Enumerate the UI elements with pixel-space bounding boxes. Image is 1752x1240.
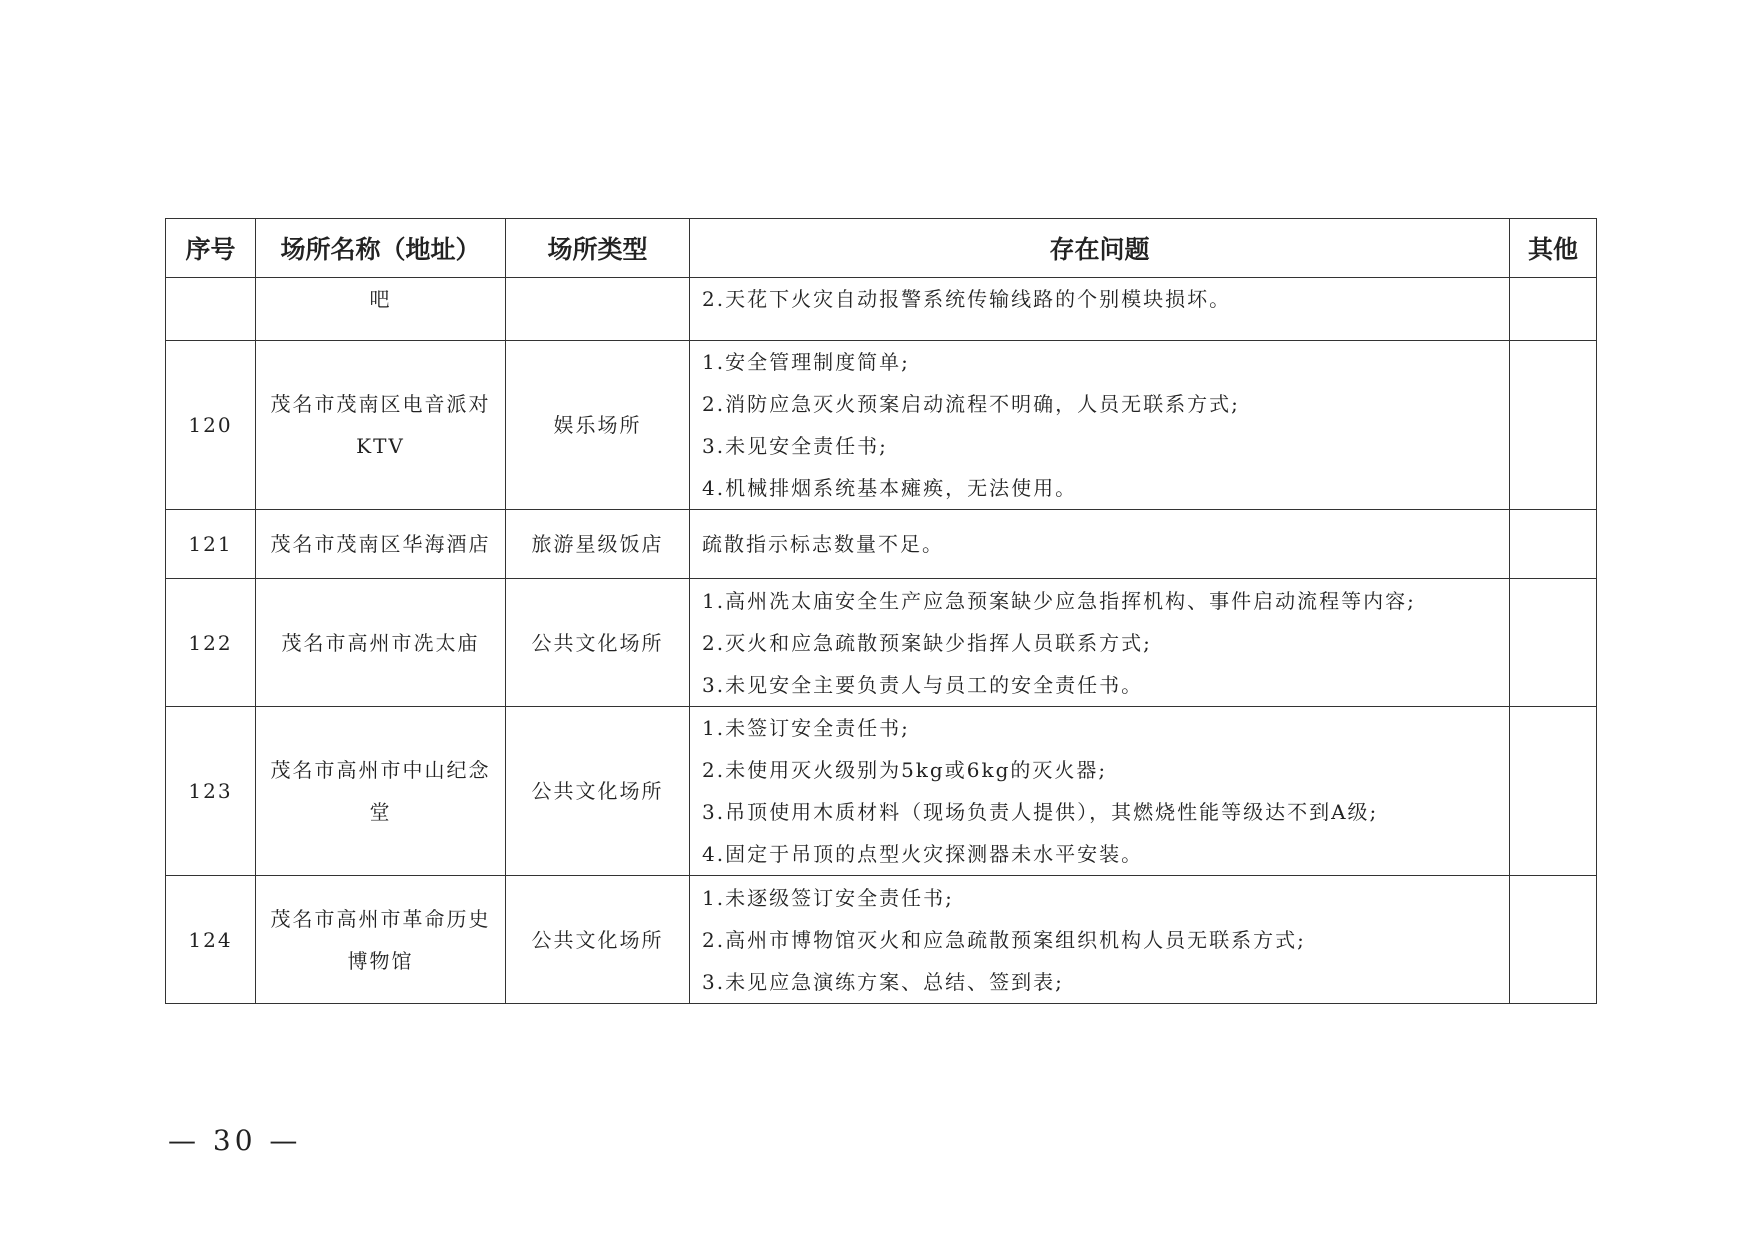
table-row (166, 579, 1597, 707)
table-row (166, 876, 1597, 1004)
issue-line: 4.机械排烟系统基本瘫痪，无法使用。 (702, 476, 1078, 500)
cell-issues (690, 876, 1510, 1004)
issue-line: 1.未签订安全责任书; (702, 716, 910, 740)
issue-line: 1.安全管理制度简单; (702, 350, 910, 374)
cell-other (1510, 341, 1597, 510)
cell-no (166, 278, 256, 341)
table-row (166, 278, 1597, 341)
cell-no: 124 (166, 876, 256, 1004)
cell-issues (690, 510, 1510, 579)
cell-issues (690, 707, 1510, 876)
cell-name: 茂名市高州市冼太庙 (256, 579, 506, 707)
issues-table (165, 218, 1597, 1004)
issue-line: 2.未使用灭火级别为5kg或6kg的灭火器; (702, 758, 1108, 782)
header-no: 序号 (166, 219, 256, 278)
cell-name: 吧 (256, 278, 506, 341)
issue-line: 3.未见应急演练方案、总结、签到表; (702, 969, 1064, 994)
cell-other (1510, 876, 1597, 1004)
cell-other (1510, 278, 1597, 341)
issue-line: 1.未逐级签订安全责任书; (702, 885, 954, 910)
cell-other (1510, 707, 1597, 876)
issue-line: 3.吊顶使用木质材料（现场负责人提供），其燃烧性能等级达不到A级; (702, 800, 1379, 824)
cell-type: 公共文化场所 (506, 579, 690, 707)
header-name: 场所名称（地址） (256, 219, 506, 278)
cell-name: 茂名市茂南区华海酒店 (256, 510, 506, 579)
table-row (166, 707, 1597, 876)
issue-line: 疏散指示标志数量不足。 (702, 532, 944, 556)
cell-name: 茂名市高州市中山纪念堂 (256, 707, 506, 876)
cell-no: 122 (166, 579, 256, 707)
issue-line: 1.高州冼太庙安全生产应急预案缺少应急指挥机构、事件启动流程等内容; (702, 588, 1416, 613)
cell-type (506, 278, 690, 341)
cell-no: 121 (166, 510, 256, 579)
cell-other (1510, 579, 1597, 707)
cell-issues (690, 579, 1510, 707)
cell-type: 旅游星级饭店 (506, 510, 690, 579)
table-row (166, 341, 1597, 510)
issue-line: 4.固定于吊顶的点型火灾探测器未水平安装。 (702, 842, 1144, 866)
cell-type: 公共文化场所 (506, 876, 690, 1004)
issue-line: 2.天花下火灾自动报警系统传输线路的个别模块损坏。 (702, 287, 1232, 311)
table-header-row (166, 219, 1597, 278)
cell-name: 茂名市高州市革命历史博物馆 (256, 876, 506, 1004)
cell-no: 120 (166, 341, 256, 510)
header-other: 其他 (1510, 219, 1597, 278)
cell-issues (690, 341, 1510, 510)
cell-no: 123 (166, 707, 256, 876)
page-number: — 30 — (168, 1124, 302, 1157)
cell-other (1510, 510, 1597, 579)
cell-type: 娱乐场所 (506, 341, 690, 510)
cell-type: 公共文化场所 (506, 707, 690, 876)
header-type: 场所类型 (506, 219, 690, 278)
issue-line: 2.灭火和应急疏散预案缺少指挥人员联系方式; (702, 630, 1152, 655)
issue-line: 2.高州市博物馆灭火和应急疏散预案组织机构人员无联系方式; (702, 927, 1306, 952)
header-issues: 存在问题 (690, 219, 1510, 278)
cell-name: 茂名市茂南区电音派对KTV (256, 341, 506, 510)
issue-line: 3.未见安全责任书; (702, 434, 888, 458)
issue-line: 2.消防应急灭火预案启动流程不明确，人员无联系方式; (702, 392, 1240, 416)
table-row (166, 510, 1597, 579)
cell-issues (690, 278, 1510, 341)
issue-line: 3.未见安全主要负责人与员工的安全责任书。 (702, 672, 1144, 697)
